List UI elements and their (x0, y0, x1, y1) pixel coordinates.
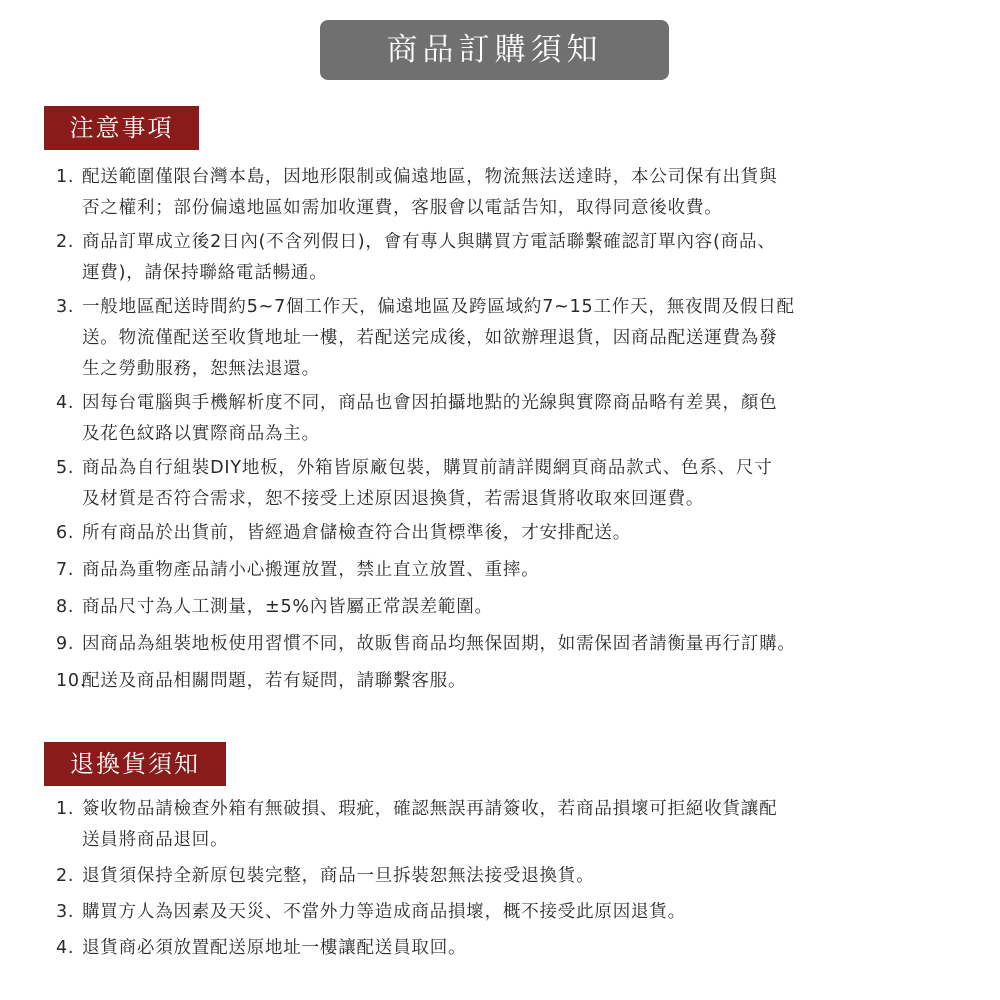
list-item (56, 453, 966, 515)
item-text-line: 送員將商品退回。 (82, 830, 229, 850)
list-item (56, 794, 966, 856)
item-text-line: 及花色紋路以實際商品為主。 (82, 424, 320, 444)
list-item (56, 592, 966, 623)
list-item (56, 861, 966, 892)
item-number: 8. (56, 597, 75, 617)
list-item (56, 897, 966, 928)
item-number: 2. (56, 866, 75, 886)
section-header-returns: 退換貨須知 (44, 742, 226, 786)
item-text-line: 運費)，請保持聯絡電話暢通。 (82, 263, 328, 283)
item-text-line: 簽收物品請檢查外箱有無破損、瑕疵，確認無誤再請簽收，若商品損壞可拒絕收貨讓配 (82, 799, 778, 819)
item-text-line: 退貨商必須放置配送原地址一樓讓配送員取回。 (82, 938, 467, 958)
item-text-line: 及材質是否符合需求，恕不接受上述原因退換貨，若需退貨將收取來回運費。 (82, 489, 705, 509)
list-item (56, 518, 966, 549)
item-text-line: 所有商品於出貨前，皆經過倉儲檢查符合出貨標準後，才安排配送。 (82, 523, 631, 543)
item-text-line: 配送範圍僅限台灣本島，因地形限制或偏遠地區，物流無法送達時，本公司保有出貨與 (82, 167, 778, 187)
item-number: 7. (56, 560, 75, 580)
item-number: 1. (56, 167, 75, 187)
item-text-line: 商品訂單成立後2日內(不含列假日)，會有專人與購買方電話聯繫確認訂單內容(商品、 (82, 232, 776, 252)
item-number: 4. (56, 938, 75, 958)
list-item (56, 388, 966, 450)
list-item (56, 227, 966, 289)
item-number: 3. (56, 297, 75, 317)
item-number: 3. (56, 902, 75, 922)
item-text-line: 商品尺寸為人工測量，±5%內皆屬正常誤差範圍。 (82, 597, 493, 617)
item-number: 5. (56, 458, 75, 478)
item-number: 9. (56, 634, 75, 654)
item-text-line: 因每台電腦與手機解析度不同，商品也會因拍攝地點的光線與實際商品略有差異，顏色 (82, 393, 778, 413)
notes-list (56, 162, 966, 703)
list-item (56, 629, 966, 660)
returns-list (56, 794, 966, 969)
item-text-line: 因商品為組裝地板使用習慣不同，故販售商品均無保固期，如需保固者請衡量再行訂購。 (82, 634, 796, 654)
item-number: 10. (56, 671, 87, 691)
item-text-line: 配送及商品相關問題，若有疑問，請聯繫客服。 (82, 671, 467, 691)
list-item (56, 162, 966, 224)
item-text-line: 商品為重物產品請小心搬運放置，禁止直立放置、重摔。 (82, 560, 540, 580)
list-item (56, 666, 966, 697)
item-text-line: 購買方人為因素及天災、不當外力等造成商品損壞，概不接受此原因退貨。 (82, 902, 686, 922)
item-number: 6. (56, 523, 75, 543)
item-number: 4. (56, 393, 75, 413)
item-text-line: 一般地區配送時間約5~7個工作天，偏遠地區及跨區域約7~15工作天，無夜間及假日配 (82, 297, 795, 317)
item-text-line: 退貨須保持全新原包裝完整，商品一旦拆裝恕無法接受退換貨。 (82, 866, 595, 886)
item-text-line: 送。物流僅配送至收貨地址一樓，若配送完成後，如欲辦理退貨，因商品配送運費為發 (82, 328, 778, 348)
item-text-line: 商品為自行組裝DIY地板，外箱皆原廠包裝，購買前請詳閱網頁商品款式、色系、尺寸 (82, 458, 773, 478)
list-item (56, 292, 966, 385)
list-item (56, 555, 966, 586)
section-header-notes: 注意事項 (44, 106, 199, 150)
item-text-line: 生之勞動服務，恕無法退還。 (82, 359, 320, 379)
list-item (56, 933, 966, 964)
item-text-line: 否之權利；部份偏遠地區如需加收運費，客服會以電話告知，取得同意後收費。 (82, 198, 723, 218)
page-title: 商品訂購須知 (320, 20, 669, 80)
item-number: 1. (56, 799, 75, 819)
item-number: 2. (56, 232, 75, 252)
